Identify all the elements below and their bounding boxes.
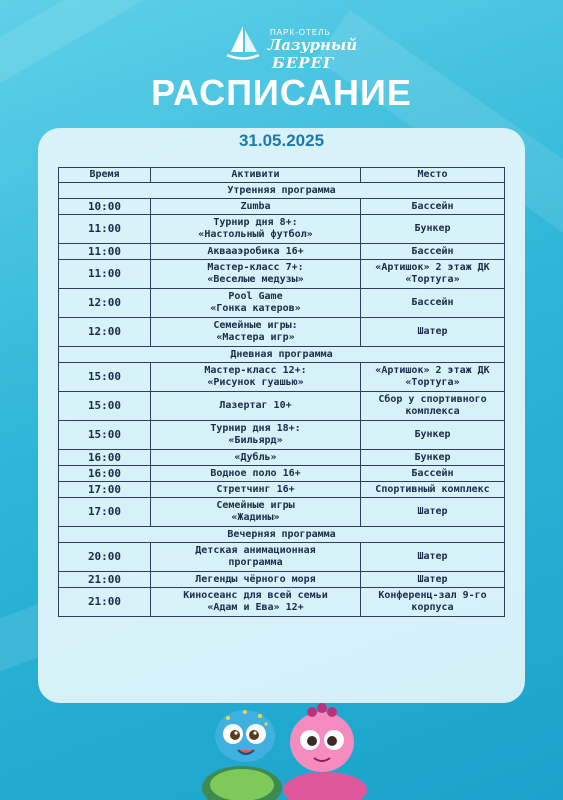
time-cell: 10:00 <box>59 199 151 215</box>
place-text: Бункер <box>414 429 451 440</box>
time-cell: 21:00 <box>59 588 151 617</box>
place-cell <box>361 244 505 260</box>
place-text: Шатер <box>417 551 448 562</box>
place-cell <box>361 363 505 392</box>
schedule-body <box>59 183 505 617</box>
activity-cell <box>151 199 361 215</box>
place-cell <box>361 498 505 527</box>
time-cell: 15:00 <box>59 363 151 392</box>
table-row <box>59 572 505 588</box>
turtle-mascot <box>202 710 282 800</box>
schedule-table <box>58 167 505 617</box>
place-text: Сбор у спортивного <box>378 394 487 405</box>
activity-cell <box>151 215 361 244</box>
section-heading: Дневная программа <box>59 347 505 363</box>
place-text: комплекса <box>405 406 460 417</box>
activity-text: Семейные игры <box>216 500 295 511</box>
activity-cell <box>151 392 361 421</box>
time-cell: 12:00 <box>59 289 151 318</box>
place-text: Бункер <box>414 223 451 234</box>
place-text: Бассейн <box>411 245 454 257</box>
section-heading: Утренняя программа <box>59 183 505 199</box>
activity-text: «Рисунок гуашью» <box>207 377 304 388</box>
activity-cell <box>151 482 361 498</box>
table-row <box>59 466 505 482</box>
activity-cell <box>151 289 361 318</box>
table-header-row <box>59 168 505 183</box>
time-cell: 12:00 <box>59 318 151 347</box>
table-row <box>59 215 505 244</box>
place-text: Спортивный комплекс <box>375 483 490 495</box>
table-row <box>59 318 505 347</box>
activity-text: Детская анимационная <box>195 545 316 556</box>
activity-cell <box>151 421 361 450</box>
time-cell: 17:00 <box>59 482 151 498</box>
section-row <box>59 183 505 199</box>
time-cell: 20:00 <box>59 543 151 572</box>
place-text: Бункер <box>414 451 451 463</box>
activity-text: «Мастера игр» <box>216 332 295 343</box>
time-cell: 11:00 <box>59 244 151 260</box>
table-row <box>59 498 505 527</box>
place-cell <box>361 450 505 466</box>
activity-text: Лазертаг 10+ <box>219 400 292 411</box>
table-row <box>59 363 505 392</box>
activity-cell <box>151 450 361 466</box>
place-text: Бассейн <box>411 467 454 479</box>
activity-cell <box>151 498 361 527</box>
section-heading: Вечерняя программа <box>59 527 505 543</box>
activity-cell <box>151 543 361 572</box>
place-cell <box>361 466 505 482</box>
place-cell <box>361 318 505 347</box>
place-cell <box>361 482 505 498</box>
table-row <box>59 199 505 215</box>
activity-text: Мастер-класс 7+: <box>207 262 304 273</box>
place-text: «Артишок» 2 этаж ДК <box>375 262 490 273</box>
activity-cell <box>151 466 361 482</box>
place-cell <box>361 199 505 215</box>
logo-name-line2: БЕРЕГ <box>272 54 335 72</box>
table-row <box>59 244 505 260</box>
activity-text: Турнир дня 18+: <box>210 423 301 434</box>
activity-cell <box>151 588 361 617</box>
header-place: Место <box>361 168 505 183</box>
page-title: РАСПИСАНИЕ <box>151 72 412 113</box>
time-cell: 17:00 <box>59 498 151 527</box>
place-cell <box>361 421 505 450</box>
place-cell <box>361 215 505 244</box>
place-cell <box>361 392 505 421</box>
activity-text: Pool Game <box>228 291 283 302</box>
activity-text: «Дубль» <box>234 451 277 463</box>
place-text: Шатер <box>417 326 448 337</box>
place-cell <box>361 289 505 318</box>
schedule-date: 31.05.2025 <box>238 131 325 150</box>
sailboat-icon <box>225 24 261 64</box>
place-cell <box>361 260 505 289</box>
place-text: «Тортуга» <box>405 274 460 285</box>
mascots-illustration <box>200 690 370 800</box>
activity-text: Аквааэробика 16+ <box>207 245 304 257</box>
logo-name-line1: Лазурный <box>268 36 358 54</box>
hotel-logo <box>0 20 563 76</box>
place-cell <box>361 572 505 588</box>
section-row <box>59 527 505 543</box>
activity-text: Zumba <box>240 200 271 212</box>
activity-cell <box>151 318 361 347</box>
activity-text: «Веселые медузы» <box>207 274 304 285</box>
activity-text: Стретчинг 16+ <box>216 483 295 495</box>
table-row <box>59 543 505 572</box>
place-text: «Артишок» 2 этаж ДК <box>375 365 490 376</box>
table-row <box>59 260 505 289</box>
place-text: Бассейн <box>411 297 454 308</box>
table-row <box>59 588 505 617</box>
time-cell: 21:00 <box>59 572 151 588</box>
time-cell: 11:00 <box>59 215 151 244</box>
header-activity: Активити <box>151 168 361 183</box>
table-row <box>59 482 505 498</box>
place-cell <box>361 588 505 617</box>
place-text: Шатер <box>417 506 448 517</box>
activity-text: программа <box>228 557 283 568</box>
section-row <box>59 347 505 363</box>
place-text: Бассейн <box>411 200 454 212</box>
activity-text: Турнир дня 8+: <box>213 217 298 228</box>
activity-cell <box>151 572 361 588</box>
time-cell: 15:00 <box>59 421 151 450</box>
place-text: «Тортуга» <box>405 377 460 388</box>
activity-text: Семейные игры: <box>213 320 298 331</box>
table-row <box>59 289 505 318</box>
activity-text: «Гонка катеров» <box>210 303 301 314</box>
activity-text: Легенды чёрного моря <box>195 573 316 585</box>
activity-cell <box>151 260 361 289</box>
activity-text: «Настольный футбол» <box>198 229 313 240</box>
place-text: Конференц-зал 9-го <box>378 590 487 601</box>
logo-subtitle: ПАРК-ОТЕЛЬ <box>270 28 331 37</box>
activity-text: Киносеанс для всей семьи <box>183 590 328 601</box>
place-text: корпуса <box>411 602 454 613</box>
time-cell: 11:00 <box>59 260 151 289</box>
activity-cell <box>151 244 361 260</box>
table-row <box>59 392 505 421</box>
octopus-mascot <box>283 703 367 800</box>
activity-text: Водное поло 16+ <box>210 467 301 479</box>
time-cell: 15:00 <box>59 392 151 421</box>
activity-text: «Бильярд» <box>228 435 283 446</box>
header-time: Время <box>59 168 151 183</box>
time-cell: 16:00 <box>59 450 151 466</box>
table-row <box>59 450 505 466</box>
activity-cell <box>151 363 361 392</box>
time-cell: 16:00 <box>59 466 151 482</box>
table-row <box>59 421 505 450</box>
place-text: Шатер <box>417 573 448 585</box>
place-cell <box>361 543 505 572</box>
activity-text: Мастер-класс 12+: <box>204 365 307 376</box>
activity-text: «Адам и Ева» 12+ <box>207 602 304 613</box>
activity-text: «Жадины» <box>231 512 280 523</box>
